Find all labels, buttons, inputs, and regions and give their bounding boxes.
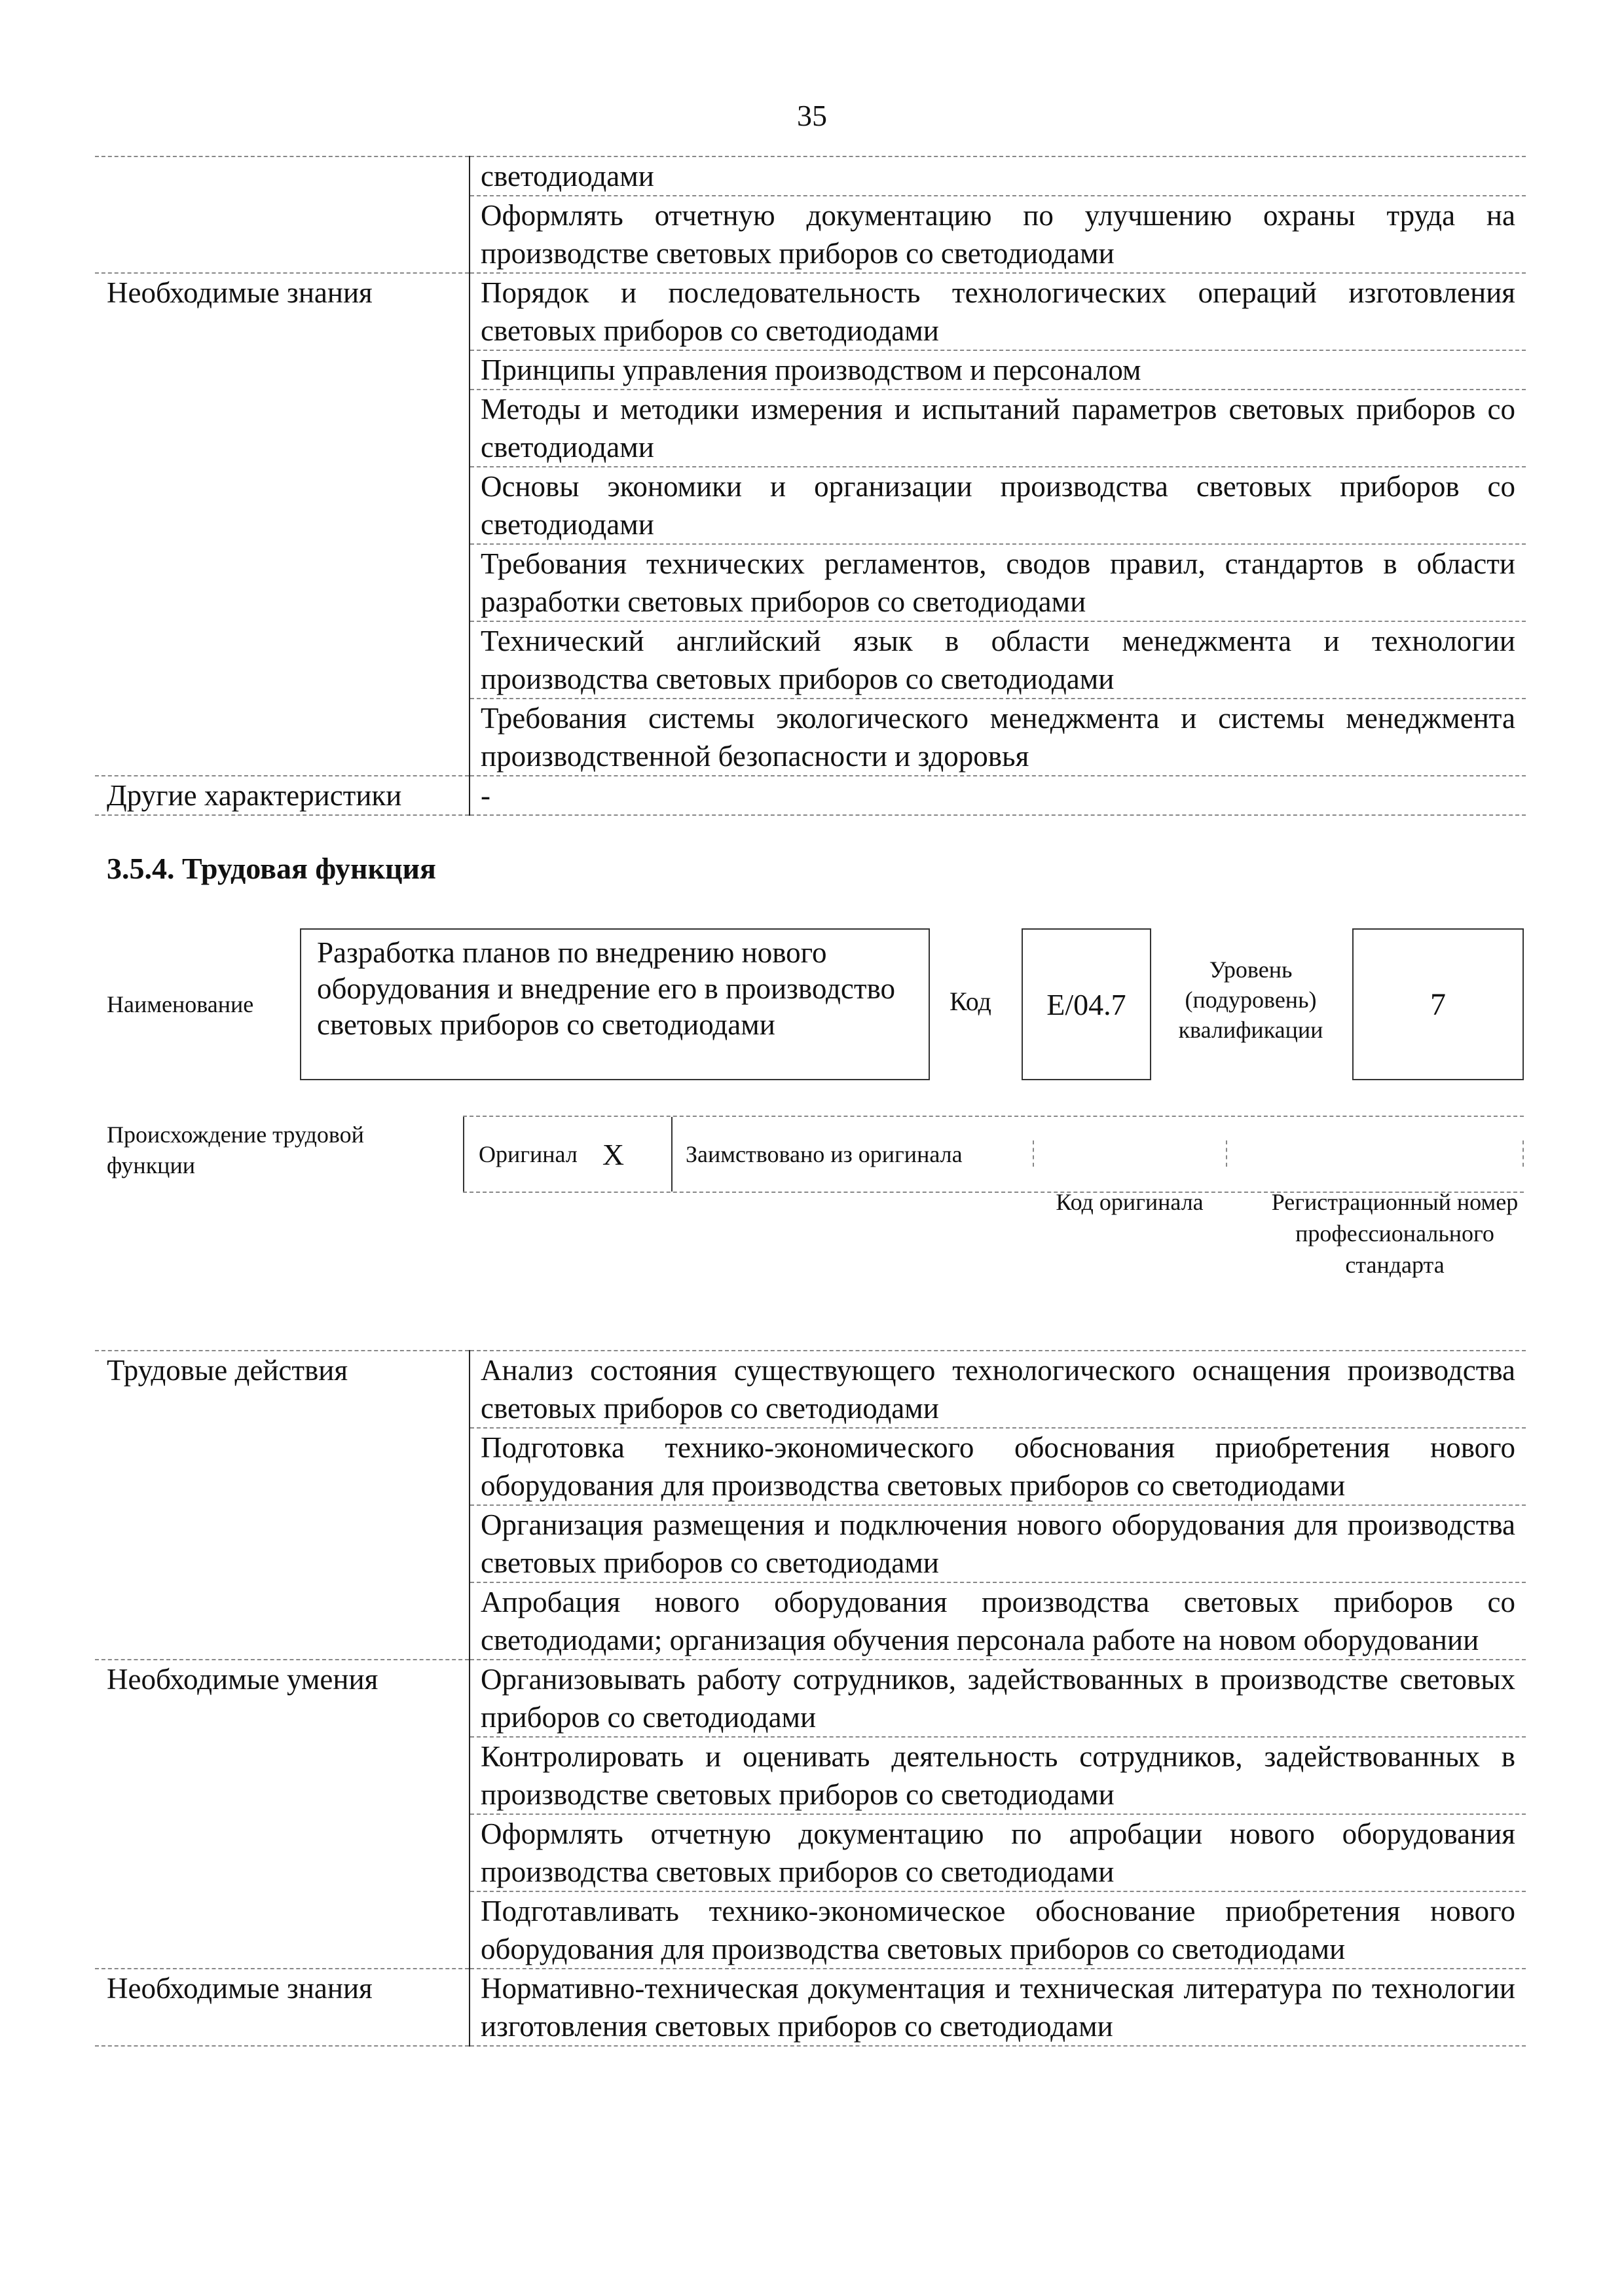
row-content: Анализ состояния существующего технологического оснащения производства световых приборов со светодиодами	[470, 1351, 1526, 1428]
row-content: -	[470, 776, 1526, 815]
row-label	[95, 156, 470, 273]
row-content: Технический английский язык в области менеджмента и технологии производства световых приборов со светодиодами	[470, 621, 1526, 699]
original-code-caption: Код оригинала	[1056, 1189, 1204, 1215]
level-label: Уровень (подуровень) квалификации	[1178, 957, 1323, 1043]
row-content: Нормативно-техническая документация и техническая литература по технологии изготовления световых приборов со светодиодами	[470, 1969, 1526, 2046]
page-number: 35	[797, 99, 827, 132]
row-label: Трудовые действия	[95, 1351, 470, 1660]
divider	[1522, 1140, 1524, 1167]
function-code: E/04.7	[1046, 987, 1126, 1021]
row-label: Необходимые знания	[95, 273, 470, 776]
origin-label: Происхождение трудовой функции	[107, 1121, 364, 1178]
level-box	[1352, 928, 1524, 1080]
table-body	[95, 1351, 1526, 2046]
function-name: Разработка планов по внедрению нового оборудования и внедрение его в производство световых приборов со светодиодами	[317, 936, 896, 1041]
row-content: Организовывать работу сотрудников, задействованных в производстве световых приборов со светодиодами	[470, 1660, 1526, 1737]
row-content: Требования технических регламентов, сводов правил, стандартов в области разработки световых приборов со светодиодами	[470, 544, 1526, 621]
registration-number-caption: Регистрационный номер профессионального стандарта	[1271, 1189, 1519, 1278]
origin-original-label: Оригинал	[479, 1141, 578, 1167]
skills-knowledge-table	[95, 156, 1526, 816]
row-content: Подготовка технико-экономического обоснования приобретения нового оборудования для производства световых приборов со светодиодами	[470, 1428, 1526, 1505]
row-content: светодиодами	[470, 156, 1526, 196]
row-content: Оформлять отчетную документацию по апробации нового оборудования производства световых приборов со светодиодами	[470, 1814, 1526, 1891]
row-label: Другие характеристики	[95, 776, 470, 815]
function-name-box	[300, 928, 930, 1080]
code-label: Код	[950, 987, 991, 1016]
table-row	[95, 156, 1526, 196]
row-content: Оформлять отчетную документацию по улучшению охраны труда на производстве световых приборов со светодиодами	[470, 196, 1526, 273]
row-content: Основы экономики и организации производства световых приборов со светодиодами	[470, 467, 1526, 544]
level-value: 7	[1430, 987, 1446, 1022]
row-content: Подготавливать технико-экономическое обоснование приобретения нового оборудования для производства световых приборов со светодиодами	[470, 1891, 1526, 1969]
labor-actions-table	[95, 1350, 1526, 2047]
table-row	[95, 273, 1526, 350]
row-content: Методы и методики измерения и испытаний параметров световых приборов со светодиодами	[470, 390, 1526, 467]
row-content: Организация размещения и подключения нового оборудования для производства световых приборов со светодиодами	[470, 1505, 1526, 1582]
table-row	[95, 776, 1526, 815]
function-code-box	[1022, 928, 1151, 1080]
origin-row	[463, 1116, 1524, 1193]
name-label: Наименование	[107, 991, 254, 1017]
table-body	[95, 156, 1526, 815]
table-row	[95, 1969, 1526, 2046]
row-content: Требования системы экологического менеджмента и системы менеджмента производственной безопасности и здоровья	[470, 699, 1526, 776]
origin-mark: X	[602, 1137, 625, 1171]
origin-borrowed-label: Заимствовано из оригинала	[686, 1141, 963, 1167]
row-content: Апробация нового оборудования производства световых приборов со светодиодами; организация обучения персонала работе на новом оборудовании	[470, 1582, 1526, 1660]
section-title: 3.5.4. Трудовая функция	[107, 852, 436, 885]
row-content: Контролировать и оценивать деятельность сотрудников, задействованных в производстве световых приборов со светодиодами	[470, 1737, 1526, 1814]
table-row	[95, 1660, 1526, 1737]
row-content: Порядок и последовательность технологических операций изготовления световых приборов со светодиодами	[470, 273, 1526, 350]
row-label: Необходимые знания	[95, 1969, 470, 2046]
row-label: Необходимые умения	[95, 1660, 470, 1969]
divider	[1033, 1140, 1034, 1167]
divider	[1226, 1140, 1227, 1167]
row-content: Принципы управления производством и персоналом	[470, 350, 1526, 390]
origin-original-cell	[463, 1117, 673, 1192]
table-row	[95, 1351, 1526, 1428]
